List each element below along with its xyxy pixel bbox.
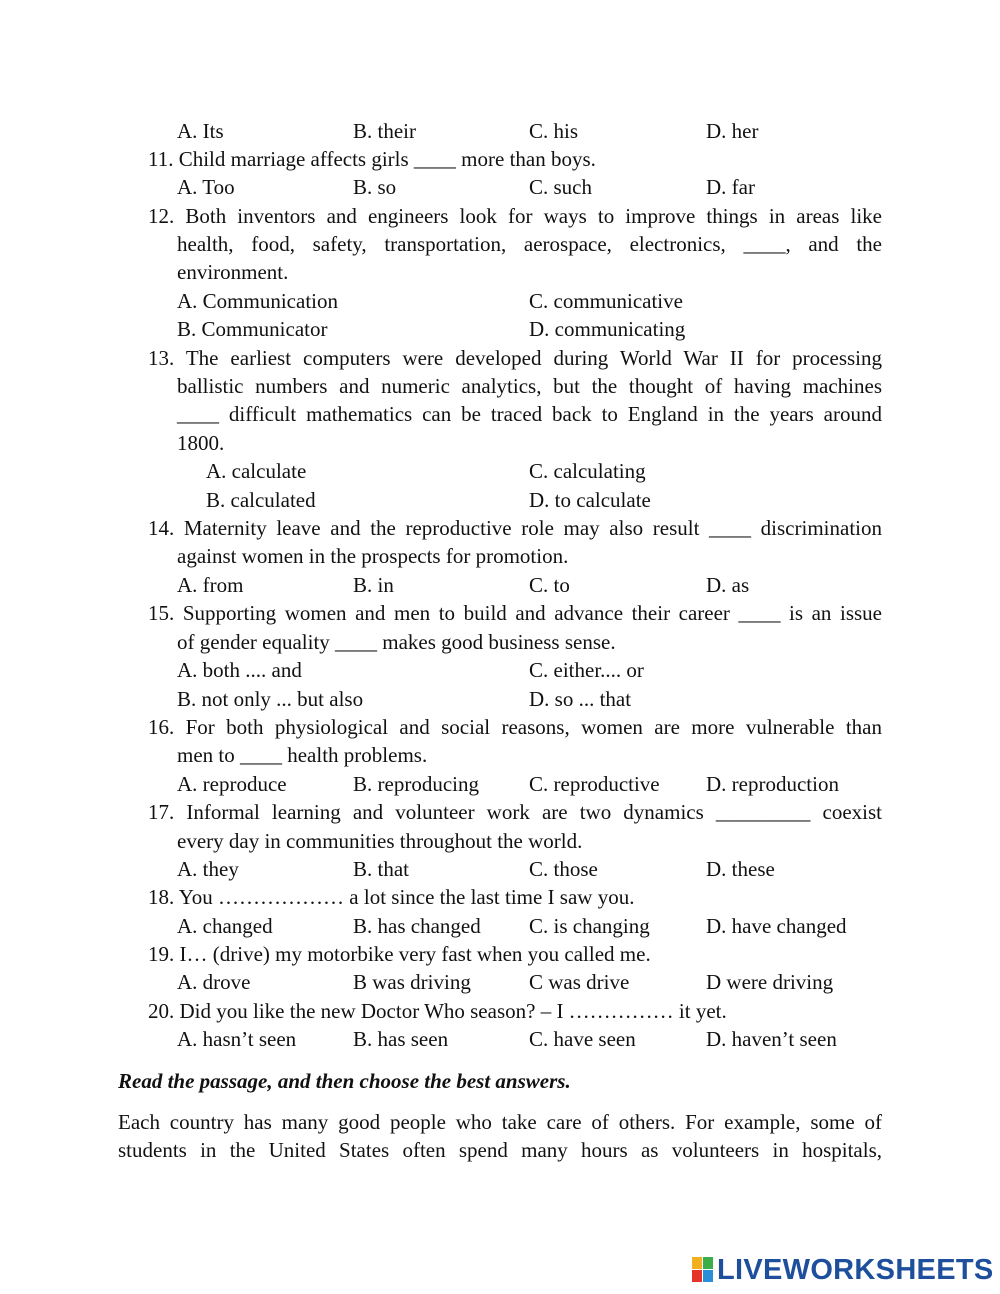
q13-option-b[interactable]: B. calculated <box>206 488 316 512</box>
q11-stem: 11. Child marriage affects girls ____ more than boys. <box>148 147 596 171</box>
q15-stem-line-2: of gender equality ____ makes good business sense. <box>177 630 616 654</box>
q19-option-b[interactable]: B was driving <box>353 970 471 994</box>
passage-line-2: students in the United States often spend many hours as volunteers in hospitals, <box>118 1138 882 1162</box>
q18-option-d[interactable]: D. have changed <box>706 914 847 938</box>
q11-option-c[interactable]: C. such <box>529 175 592 199</box>
q14-option-b[interactable]: B. in <box>353 573 394 597</box>
q17-option-c[interactable]: C. those <box>529 857 598 881</box>
liveworksheets-mark-icon <box>692 1257 714 1283</box>
q15-stem-line-1: 15. Supporting women and men to build and advance their career ____ is an issue <box>148 601 882 625</box>
q20-stem: 20. Did you like the new Doctor Who season? – I …………… it yet. <box>148 999 727 1023</box>
q13-stem-line-4: 1800. <box>177 431 225 455</box>
q10-option-d[interactable]: D. her <box>706 119 759 143</box>
q13-option-a[interactable]: A. calculate <box>206 459 307 483</box>
q17-stem-line-2: every day in communities throughout the world. <box>177 829 583 853</box>
q20-option-d[interactable]: D. haven’t seen <box>706 1027 837 1051</box>
q18-option-a[interactable]: A. changed <box>177 914 273 938</box>
q16-option-d[interactable]: D. reproduction <box>706 772 839 796</box>
q15-option-d[interactable]: D. so ... that <box>529 687 632 711</box>
q14-option-a[interactable]: A. from <box>177 573 244 597</box>
q12-option-a[interactable]: A. Communication <box>177 289 338 313</box>
liveworksheets-brand: LIVEWORKSHEETS <box>717 1253 994 1286</box>
q18-option-b[interactable]: B. has changed <box>353 914 481 938</box>
q12-stem-line-3: environment. <box>177 260 289 284</box>
q13-option-c[interactable]: C. calculating <box>529 459 646 483</box>
q16-option-b[interactable]: B. reproducing <box>353 772 479 796</box>
q16-option-c[interactable]: C. reproductive <box>529 772 660 796</box>
q13-stem-line-3: ____ difficult mathematics can be traced back to England in the years around <box>177 402 882 426</box>
q11-option-d[interactable]: D. far <box>706 175 755 199</box>
q15-option-c[interactable]: C. either.... or <box>529 658 644 682</box>
q18-option-c[interactable]: C. is changing <box>529 914 650 938</box>
q15-option-a[interactable]: A. both .... and <box>177 658 302 682</box>
q19-option-c[interactable]: C was drive <box>529 970 630 994</box>
q16-stem-line-1: 16. For both physiological and social reasons, women are more vulnerable than <box>148 715 882 739</box>
q10-option-b[interactable]: B. their <box>353 119 416 143</box>
q12-stem-line-1: 12. Both inventors and engineers look for ways to improve things in areas like <box>148 204 882 228</box>
q13-stem-line-1: 13. The earliest computers were developed during World War II for processing <box>148 346 882 370</box>
liveworksheets-logo[interactable] <box>692 1253 994 1287</box>
q19-option-d[interactable]: D were driving <box>706 970 834 994</box>
q14-option-d[interactable]: D. as <box>706 573 750 597</box>
q13-option-d[interactable]: D. to calculate <box>529 488 651 512</box>
q14-stem-line-1: 14. Maternity leave and the reproductive role may also result ____ discrimination <box>148 516 882 540</box>
q20-option-b[interactable]: B. has seen <box>353 1027 449 1051</box>
q11-option-a[interactable]: A. Too <box>177 175 235 199</box>
q16-option-a[interactable]: A. reproduce <box>177 772 287 796</box>
q18-stem: 18. You ……………… a lot since the last time I saw you. <box>148 885 635 909</box>
q14-stem-line-2: against women in the prospects for promotion. <box>177 544 569 568</box>
q10-option-c[interactable]: C. his <box>529 119 579 143</box>
passage-line-1: Each country has many good people who take care of others. For example, some of <box>118 1110 882 1134</box>
q16-stem-line-2: men to ____ health problems. <box>177 743 428 767</box>
q10-option-a[interactable]: A. Its <box>177 119 224 143</box>
q17-option-a[interactable]: A. they <box>177 857 239 881</box>
q17-option-b[interactable]: B. that <box>353 857 409 881</box>
q19-stem: 19. I… (drive) my motorbike very fast when you called me. <box>148 942 651 966</box>
q13-stem-line-2: ballistic numbers and numeric analytics, but the thought of having machines <box>177 374 882 398</box>
q12-stem-line-2: health, food, safety, transportation, aerospace, electronics, ____, and the <box>177 232 882 256</box>
q12-option-b[interactable]: B. Communicator <box>177 317 328 341</box>
q11-option-b[interactable]: B. so <box>353 175 397 199</box>
q20-option-c[interactable]: C. have seen <box>529 1027 636 1051</box>
q19-option-a[interactable]: A. drove <box>177 970 251 994</box>
q17-option-d[interactable]: D. these <box>706 857 775 881</box>
q20-option-a[interactable]: A. hasn’t seen <box>177 1027 297 1051</box>
reading-heading: Read the passage, and then choose the best answers. <box>118 1069 571 1093</box>
q14-option-c[interactable]: C. to <box>529 573 570 597</box>
q12-option-c[interactable]: C. communicative <box>529 289 683 313</box>
q12-option-d[interactable]: D. communicating <box>529 317 686 341</box>
q15-option-b[interactable]: B. not only ... but also <box>177 687 364 711</box>
q17-stem-line-1: 17. Informal learning and volunteer work are two dynamics _________ coexist <box>148 800 882 824</box>
